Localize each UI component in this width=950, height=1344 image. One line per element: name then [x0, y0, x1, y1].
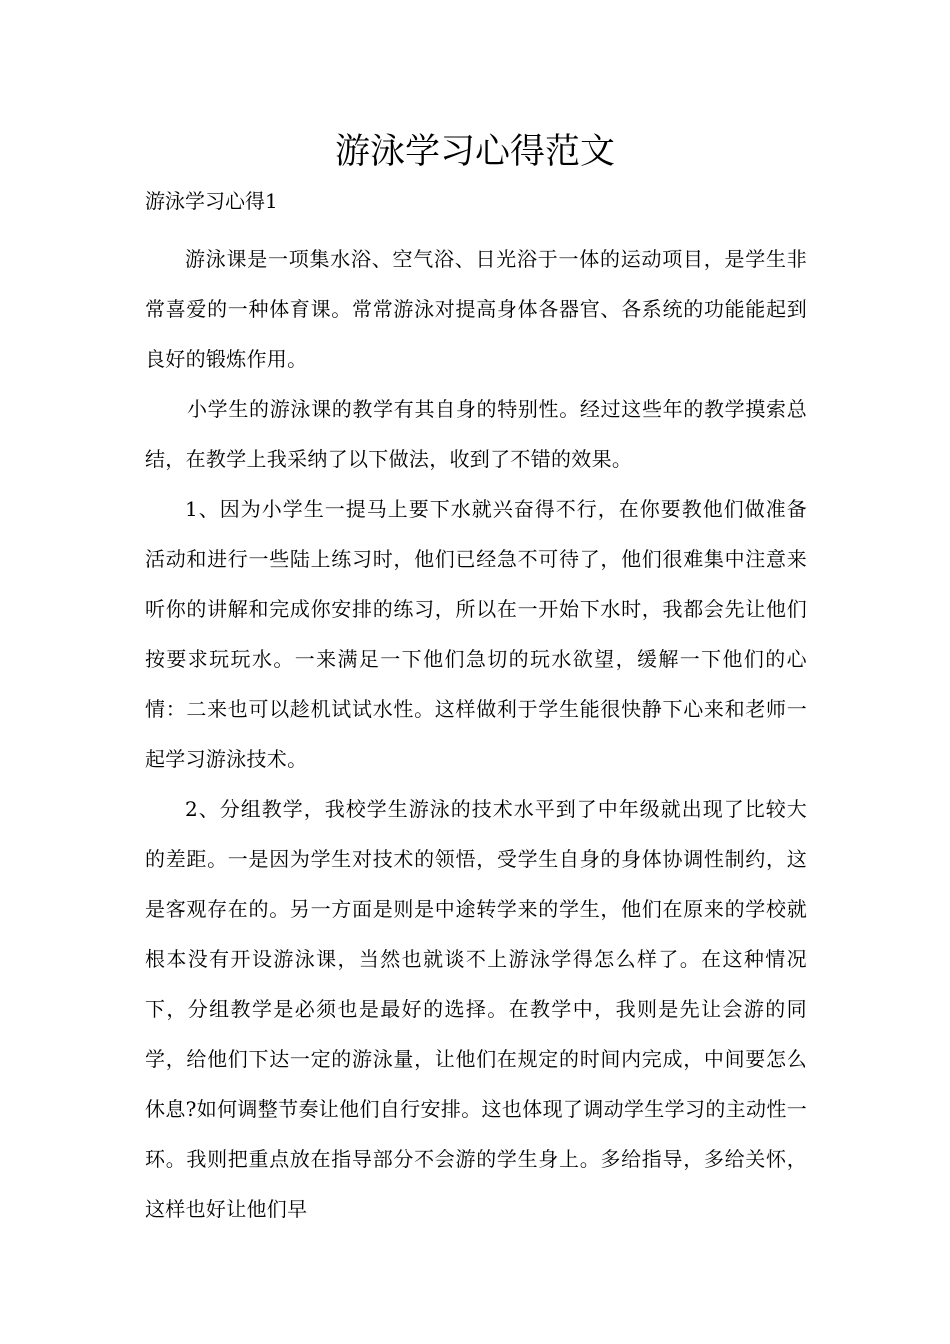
paragraph-intro: 游泳课是一项集水浴、空气浴、日光浴于一体的运动项目，是学生非常喜爱的一种体育课。常常游泳对提高身体各器官、各系统的功能能起到良好的锻炼作用。	[145, 247, 807, 371]
paragraph-point-1: 1、因为小学生一提马上要下水就兴奋得不行，在你要教他们做准备活动和进行一些陆上练习时，他们已经急不可待了，他们很难集中注意来听你的讲解和完成你安排的练习，所以在一开始下水时，我都会先让他们按要求玩玩水。一来满足一下他们急切的玩水欲望，缓解一下他们的心情：二来也可以趁机试试水性。这样做利于学生能很快静下心来和老师一起学习游泳技术。	[145, 497, 807, 771]
section-heading: 游泳学习心得1	[145, 189, 278, 213]
document-title: 游泳学习心得范文	[334, 132, 615, 172]
paragraph-method: 小学生的游泳课的教学有其自身的特别性。经过这些年的教学摸索总结，在教学上我采纳了以下做法，收到了不错的效果。	[145, 397, 807, 471]
paragraph-point-2: 2、分组教学，我校学生游泳的技术水平到了中年级就出现了比较大的差距。一是因为学生对技术的领悟，受学生自身的身体协调性制约，这是客观存在的。另一方面是则是中途转学来的学生，他们在原来的学校就根本没有开设游泳课，当然也就谈不上游泳学得怎么样了。在这种情况下，分组教学是必须也是最好的选择。在教学中，我则是先让会游的同学，给他们下达一定的游泳量，让他们在规定的时间内完成，中间要怎么休息?如何调整节奏让他们自行安排。这也体现了调动学生学习的主动性一环。我则把重点放在指导部分不会游的学生身上。多给指导，多给关怀，这样也好让他们早	[145, 797, 807, 1221]
document-body	[145, 234, 807, 1234]
